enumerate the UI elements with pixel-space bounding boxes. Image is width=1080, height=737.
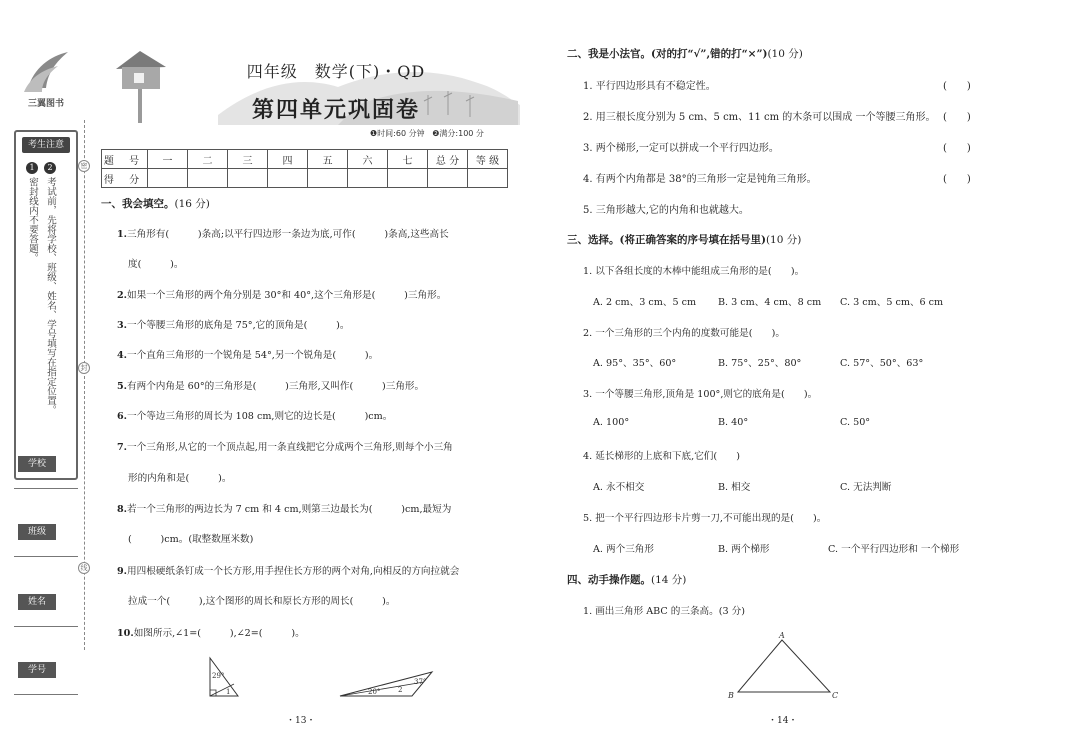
question-number: 1. [117, 229, 128, 240]
choice-option[interactable]: B. 40° [718, 417, 749, 428]
question-text: 三角形有( )条高;以平行四边形一条边为底,可作( )条高,这些高长 [127, 229, 449, 240]
choice-option[interactable]: B. 75°、25°、80° [718, 358, 802, 369]
triangle-abc-figure[interactable] [724, 630, 844, 704]
right-triangle-figure [340, 672, 432, 696]
judge-item-4: 4. 有两个内角都是 38°的三角形一定是钝角三角形。 [583, 174, 817, 185]
class-field[interactable] [14, 556, 78, 557]
choice-option[interactable]: B. 相交 [718, 482, 751, 493]
grade-title: 四年级 数学(下)・QD [246, 62, 426, 81]
question-number: 6. [117, 411, 128, 422]
score-cell[interactable] [188, 169, 228, 188]
student-id-field[interactable] [14, 694, 78, 695]
section-2-title-text: 二、我是小法官。(对的打“√”,错的打“×”) [567, 48, 768, 60]
question-text: 一个等腰三角形的底角是 75°,它的顶角是( )。 [127, 320, 350, 331]
fill-question-7 [117, 439, 453, 453]
exam-time: ❶时间:60 分钟 [370, 129, 425, 138]
fill-question-2 [117, 287, 446, 301]
fill-question-7-cont: 形的内角和是( )。 [128, 473, 232, 484]
score-cell[interactable] [348, 169, 388, 188]
section-1-title [101, 196, 210, 211]
judge-answer-bracket[interactable]: ( ) [943, 174, 971, 185]
vertex-c-label: C [832, 691, 839, 700]
fill-question-6 [117, 408, 392, 422]
vertex-b-label: B [728, 691, 734, 700]
question-number: 2. [117, 290, 128, 301]
question-text: 一个直角三角形的一个锐角是 54°,另一个锐角是( )。 [127, 350, 379, 361]
choice-option[interactable]: C. 无法判断 [840, 482, 892, 493]
notice-text: 考试前，先将学校、班级、姓名、学号填写在指定位置。 [45, 177, 56, 415]
question-text: 如果一个三角形的两个角分别是 30°和 40°,这个三角形是( )三角形。 [127, 290, 447, 301]
exam-notice-box [14, 130, 78, 480]
fill-question-4 [117, 347, 378, 361]
question-number: 3. [117, 320, 128, 331]
judge-answer-bracket[interactable]: ( ) [943, 81, 971, 92]
judge-item-3: 3. 两个梯形,一定可以拼成一个平行四边形。 [583, 143, 779, 154]
choice-option[interactable]: A. 两个三角形 [593, 544, 654, 555]
table-cell: 一 [148, 150, 188, 169]
exam-meta [370, 128, 484, 139]
choice-option[interactable]: A. 永不相交 [593, 482, 645, 493]
binding-margin [12, 48, 80, 708]
question-number: 4. [117, 350, 128, 361]
section-2-title [567, 46, 803, 61]
exam-full-score: ❷满分:100 分 [432, 129, 484, 138]
notice-number: 1 [26, 162, 38, 174]
question-text: 有两个内角是 60°的三角形是( )三角形,又叫作( )三角形。 [127, 381, 425, 392]
score-cell[interactable] [308, 169, 348, 188]
table-cell: 四 [268, 150, 308, 169]
angle-mark-2: 2 [398, 686, 403, 694]
choice-option[interactable]: C. 一个平行四边形和 一个梯形 [828, 544, 960, 555]
question-number: 10. [117, 628, 134, 639]
notice-title: 考生注意 [22, 137, 70, 153]
table-cell: 等 级 [468, 150, 508, 169]
fill-question-3 [117, 317, 349, 331]
fill-question-9 [117, 563, 459, 577]
notice-item-2 [42, 162, 56, 415]
angle-label-37: 37° [414, 678, 427, 686]
question-text: 一个等边三角形的周长为 108 cm,则它的边长是( )cm。 [127, 411, 393, 422]
section-3-points: (10 分) [765, 234, 802, 246]
judge-item-2: 2. 用三根长度分别为 5 cm、5 cm、11 cm 的木条可以围成 一个等腰三角形。 [583, 112, 936, 123]
name-field[interactable] [14, 626, 78, 627]
question-text: 如图所示,∠1=( ),∠2=( )。 [133, 628, 305, 639]
choice-option[interactable]: C. 3 cm、5 cm、6 cm [840, 297, 944, 308]
angle-label-20: 20° [368, 688, 381, 696]
choice-question-5: 5. 把一个平行四边形卡片剪一刀,不可能出现的是( )。 [583, 513, 827, 524]
section-2-points: (10 分) [767, 48, 803, 60]
fill-question-8-cont: ( )cm。(取整数厘米数) [128, 534, 254, 545]
judge-item-1: 1. 平行四边形具有不稳定性。 [583, 81, 716, 92]
question-text: 用四根硬纸条钉成一个长方形,用手捏住长方形的两个对角,向相反的方向拉就会 [127, 566, 460, 577]
section-3-title-text: 三、选择。(将正确答案的序号填在括号里) [567, 234, 766, 246]
table-cell: 五 [308, 150, 348, 169]
page-number-left: ・13・ [286, 716, 316, 726]
score-cell[interactable] [268, 169, 308, 188]
score-cell[interactable] [468, 169, 508, 188]
choice-option[interactable]: B. 两个梯形 [718, 544, 770, 555]
drawing-question-1: 1. 画出三角形 ABC 的三条高。(3 分) [583, 606, 745, 617]
judge-answer-bracket[interactable]: ( ) [943, 143, 971, 154]
student-id-label: 学号 [18, 662, 56, 678]
fill-question-10 [117, 625, 305, 639]
choice-option[interactable]: C. 50° [840, 417, 871, 428]
fill-question-1 [117, 226, 449, 240]
section-4-title [567, 572, 686, 587]
left-triangle-figure [210, 658, 238, 696]
notice-number: 2 [44, 162, 56, 174]
section-1-title-text: 一、我会填空。 [101, 198, 175, 210]
notice-text: 密封线内不要答题。 [27, 177, 38, 263]
choice-option[interactable]: A. 2 cm、3 cm、5 cm [593, 297, 697, 308]
cut-mark-feng: 封 [78, 362, 90, 374]
section-1-points: (16 分) [174, 198, 210, 210]
choice-option[interactable]: C. 57°、50°、63° [840, 358, 924, 369]
table-cell: 总 分 [428, 150, 468, 169]
choice-question-3: 3. 一个等腰三角形,顶角是 100°,则它的底角是( )。 [583, 389, 818, 400]
name-label: 姓名 [18, 594, 56, 610]
notice-item-1 [24, 162, 38, 263]
cut-mark-mi: 密 [78, 160, 90, 172]
paper-title: 第四单元巩固卷 [251, 97, 420, 123]
score-table-header-row [102, 150, 508, 169]
section-4-points: (14 分) [651, 574, 687, 586]
judge-answer-bracket[interactable]: ( ) [943, 112, 971, 123]
choice-question-4: 4. 延长梯形的上底和下底,它们( ) [583, 451, 741, 462]
question-number: 9. [117, 566, 128, 577]
question-text: 一个三角形,从它的一个顶点起,用一条直线把它分成两个三角形,则每个小三角 [127, 442, 453, 453]
table-cell: 二 [188, 150, 228, 169]
question-text: 若一个三角形的两边长为 7 cm 和 4 cm,则第三边最长为( )cm,最短为 [127, 504, 452, 515]
angle-figures [200, 654, 440, 700]
section-4-title-text: 四、动手操作题。 [567, 574, 651, 586]
table-cell: 七 [388, 150, 428, 169]
section-3-title [567, 232, 801, 247]
score-cell[interactable] [428, 169, 468, 188]
fill-question-9-cont: 拉成一个( ),这个图形的周长和原长方形的周长( )。 [128, 596, 396, 607]
choice-option[interactable]: A. 100° [593, 417, 630, 428]
fill-question-5 [117, 378, 424, 392]
question-number: 5. [117, 381, 128, 392]
table-cell: 三 [228, 150, 268, 169]
table-cell: 得 分 [102, 169, 148, 188]
question-number: 8. [117, 504, 128, 515]
brand-logo-icon [20, 48, 72, 96]
score-cell[interactable] [148, 169, 188, 188]
score-table-score-row [102, 169, 508, 188]
score-cell[interactable] [228, 169, 268, 188]
choice-option[interactable]: B. 3 cm、4 cm、8 cm [718, 297, 822, 308]
angle-mark-1: 1 [226, 688, 231, 696]
table-cell: 六 [348, 150, 388, 169]
paper-header [98, 45, 520, 125]
angle-label-29: 29° [212, 672, 225, 680]
fill-question-8 [117, 501, 451, 515]
class-label: 班级 [18, 524, 56, 540]
school-label: 学校 [18, 456, 56, 472]
table-cell: 题 号 [102, 150, 148, 169]
choice-question-2: 2. 一个三角形的三个内角的度数可能是( )。 [583, 328, 785, 339]
score-table [101, 149, 508, 188]
school-field[interactable] [14, 488, 78, 489]
cut-mark-xian: 线 [78, 562, 90, 574]
fill-question-1-cont: 度( )。 [128, 259, 184, 270]
score-cell[interactable] [388, 169, 428, 188]
choice-option[interactable]: A. 95°、35°、60° [593, 358, 677, 369]
choice-question-1: 1. 以下各组长度的木棒中能组成三角形的是( )。 [583, 266, 805, 277]
page-number-right: ・14・ [768, 716, 798, 726]
brand-name: 三翼图书 [27, 99, 64, 109]
judge-item-5: 5. 三角形越大,它的内角和也就越大。 [583, 205, 749, 216]
vertex-a-label: A [779, 631, 785, 640]
question-number: 7. [117, 442, 128, 453]
